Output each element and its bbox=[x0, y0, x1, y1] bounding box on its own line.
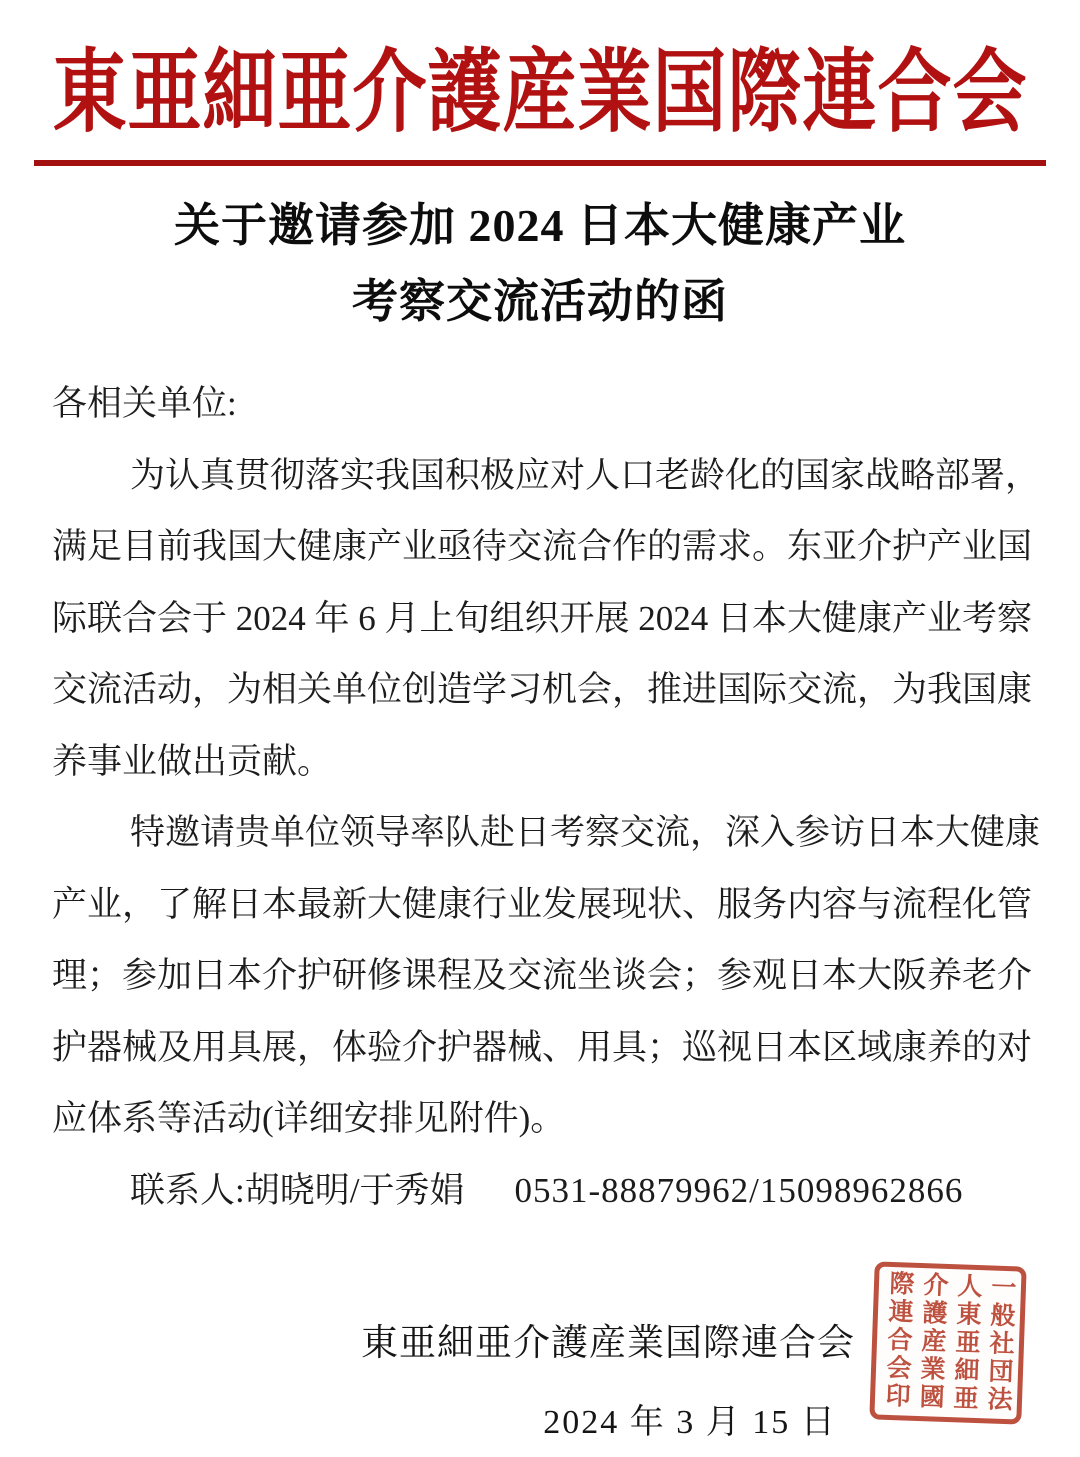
document-title-line1: 关于邀请参加 2024 日本大健康产业 bbox=[174, 200, 906, 251]
document-title-line2: 考察交流活动的函 bbox=[352, 276, 728, 327]
document-title bbox=[0, 188, 1080, 340]
salutation: 各相关单位: bbox=[52, 384, 237, 423]
letter-body bbox=[52, 368, 1041, 1226]
official-seal-stamp bbox=[869, 1261, 1026, 1424]
contact-line bbox=[52, 1155, 1024, 1227]
signature-date: 2024 年 3 月 15 日 bbox=[543, 1404, 837, 1441]
signature-org-name: 東亜細亜介護産業国際連合会 bbox=[361, 1323, 855, 1364]
body-line: 理；参加日本介护研修课程及交流坐谈会；参观日本大阪养老介 bbox=[52, 956, 1033, 995]
letterhead-title bbox=[34, 44, 1046, 166]
body-line: 特邀请贵单位领导率队赴日考察交流，深入参访日本大健康 bbox=[130, 813, 1041, 852]
body-line: 养事业做出贡献。 bbox=[52, 741, 333, 781]
contact-phone: 0531-88879962/15098962866 bbox=[514, 1170, 964, 1210]
body-line: 交流活动，为相关单位创造学习机会，推进国际交流，为我国康 bbox=[52, 670, 1033, 709]
body-line: 际联合会于 2024 年 6 月上旬组织开展 2024 日本大健康产业考察 bbox=[52, 598, 1033, 638]
body-line: 产业，了解日本最新大健康行业发展现状、服务内容与流程化管 bbox=[52, 884, 1033, 924]
body-line: 满足目前我国大健康产业亟待交流合作的需求。东亚介护产业国 bbox=[52, 527, 1033, 566]
official-seal-text: 一般社団法人東亜細亜介護産業國際連合会印 bbox=[881, 1269, 1016, 1415]
letterhead-title-text: 東亜細亜介護産業国際連合会 bbox=[52, 43, 1028, 144]
body-line: 护器械及用具展，体验介护器械、用具；巡视日本区域康养的对 bbox=[52, 1027, 1033, 1067]
contact-names: 联系人:胡晓明/于秀娟 bbox=[130, 1170, 465, 1210]
body-line: 为认真贯彻落实我国积极应对人口老龄化的国家战略部署， bbox=[130, 455, 1041, 495]
body-line: 应体系等活动(详细安排见附件)。 bbox=[52, 1099, 566, 1138]
